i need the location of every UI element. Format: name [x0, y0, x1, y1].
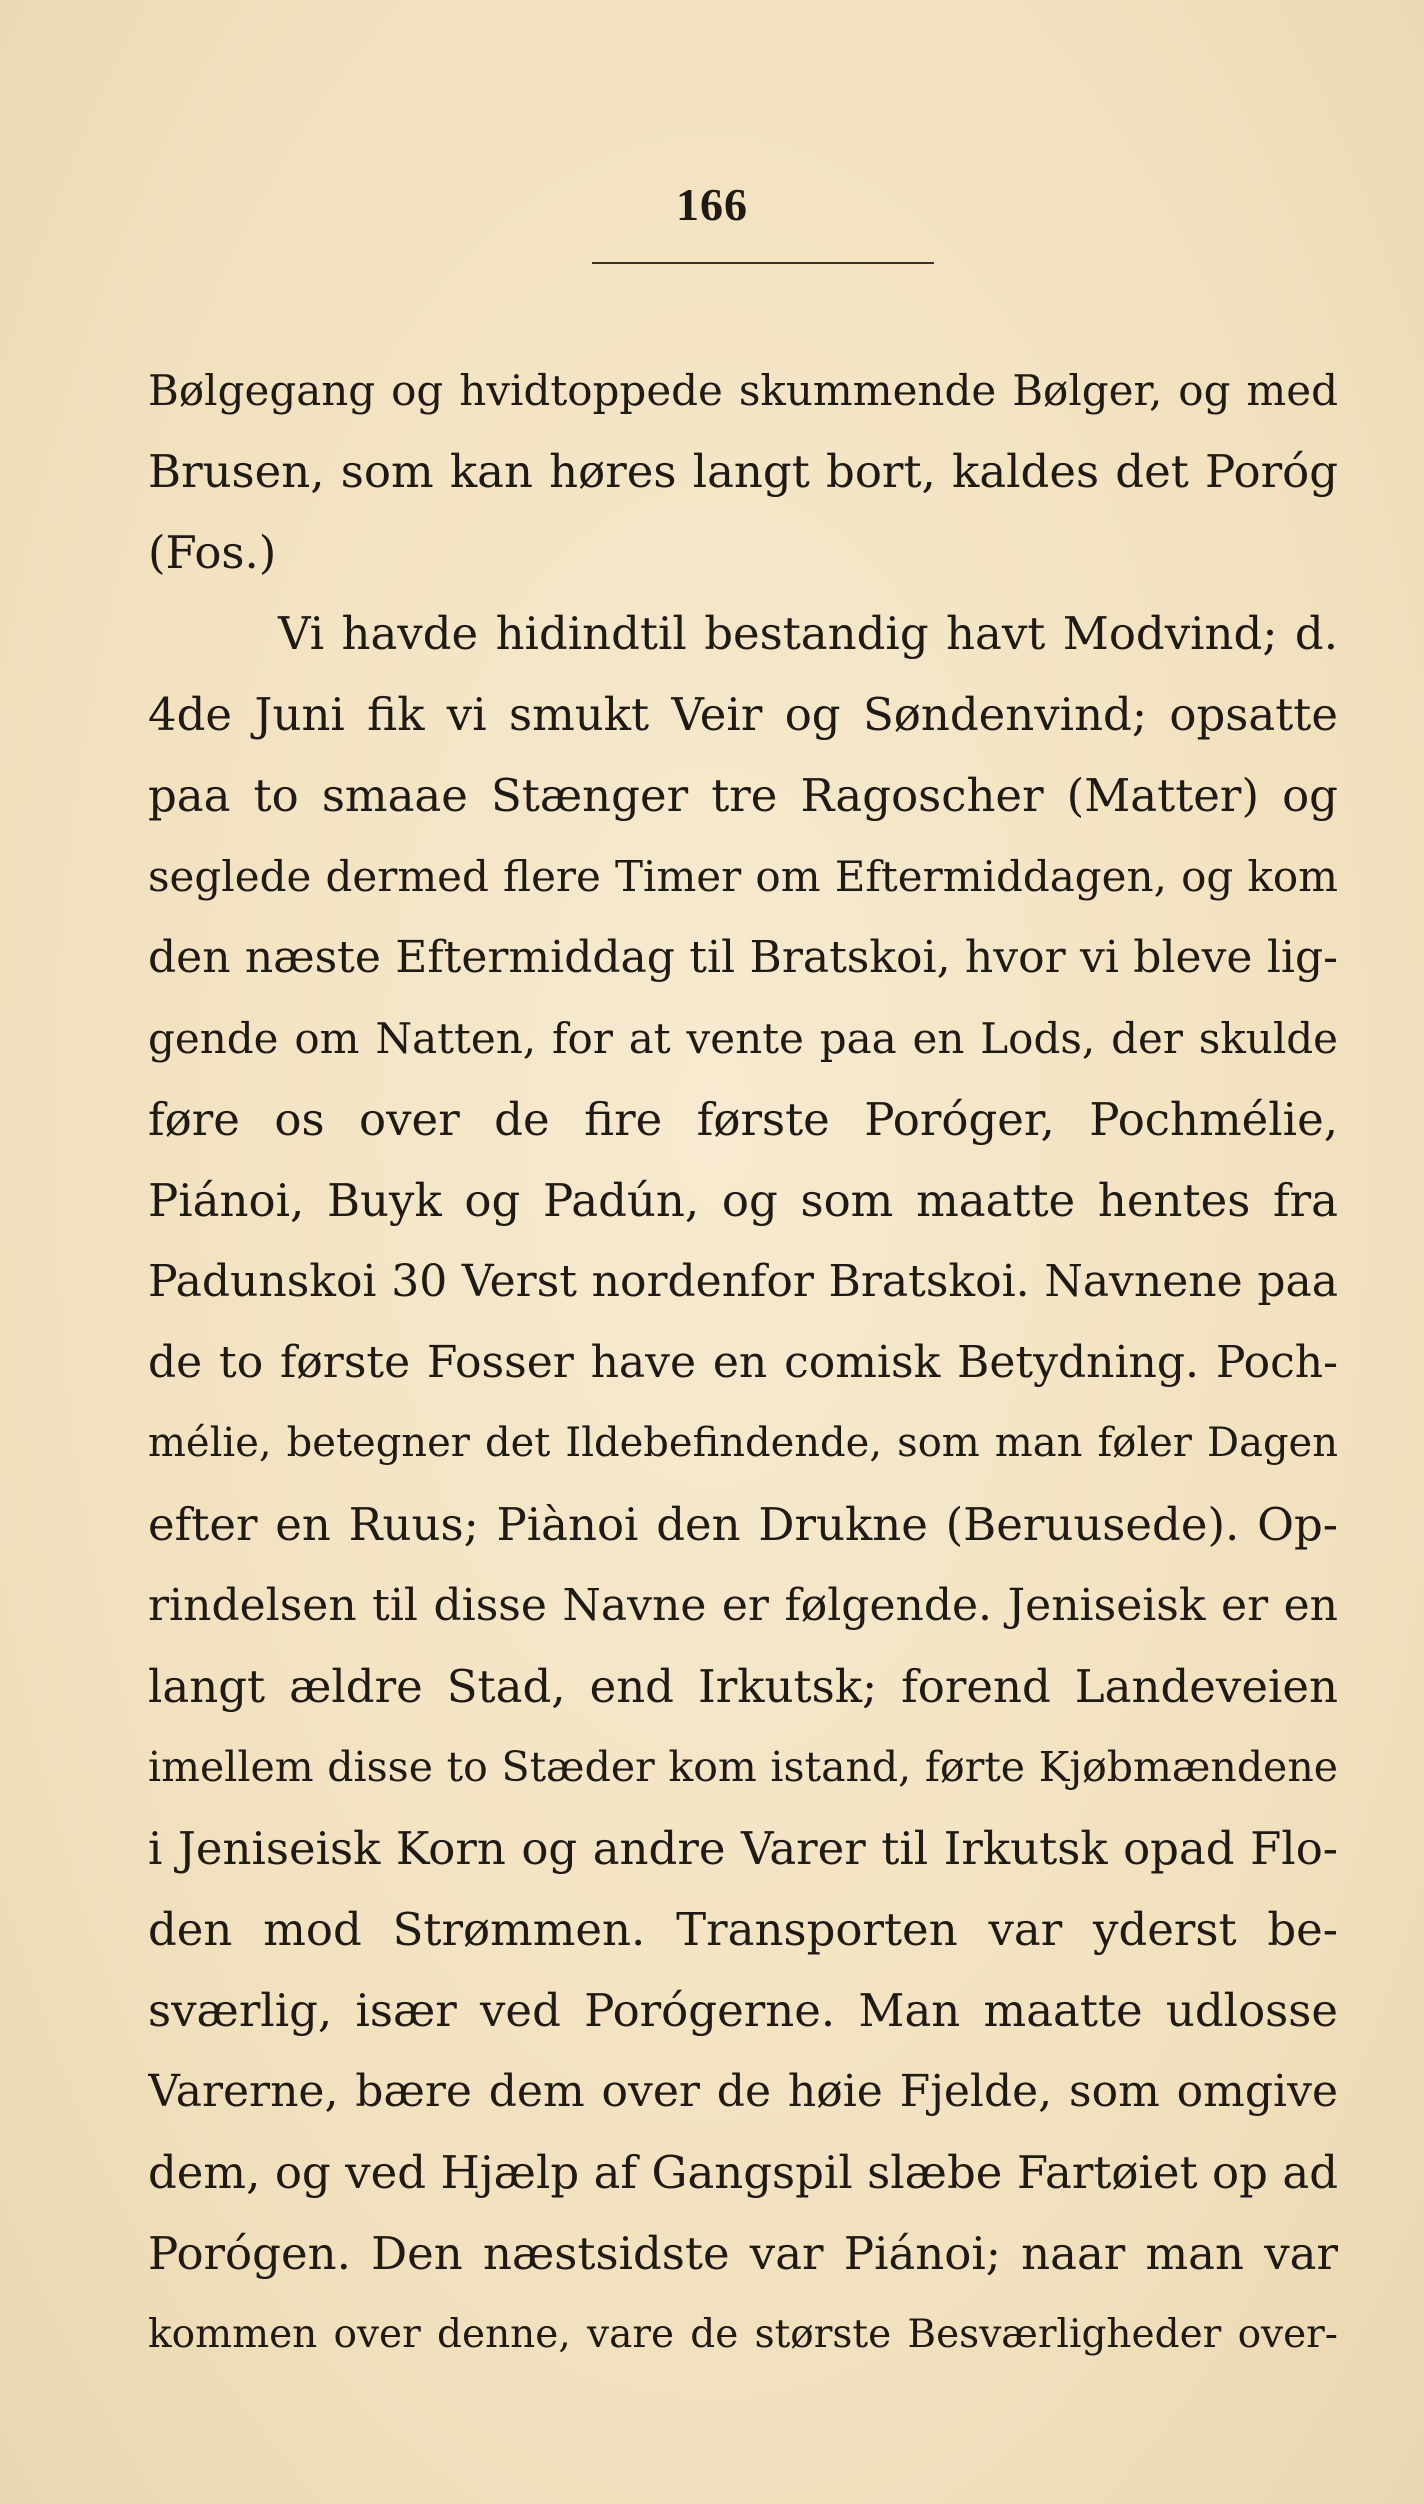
- text-line: de to første Fosser have en comisk Betydning. Poch-: [148, 1337, 1338, 1388]
- text-line: (Fos.): [148, 526, 277, 579]
- text-line: Vi havde hidindtil bestandig havt Modvind; d.: [278, 607, 1338, 660]
- text-line: efter en Ruus; Piànoi den Drukne (Beruusede). Op-: [148, 1498, 1338, 1551]
- text-line: Porógen. Den næstsidste var Piánoi; naar man var: [148, 2227, 1338, 2280]
- page-number: 166: [676, 179, 748, 230]
- text-line: 4de Juni fik vi smukt Veir og Søndenvind; opsatte: [148, 688, 1338, 741]
- text-line: Varerne, bære dem over de høie Fjelde, som omgive: [148, 2066, 1338, 2117]
- text-line: seglede dermed flere Timer om Eftermiddagen, og kom: [148, 852, 1338, 901]
- text-line: Bølgegang og hvidtoppede skummende Bølger, og med: [148, 366, 1338, 415]
- text-line: kommen over denne, vare de største Besværligheder over-: [148, 2312, 1338, 2357]
- text-line: Brusen, som kan høres langt bort, kaldes det Poróg: [148, 445, 1338, 498]
- text-line: den mod Strømmen. Transporten var yderst be-: [148, 1903, 1338, 1956]
- text-line: Piánoi, Buyk og Padún, og som maatte hentes fra: [148, 1174, 1338, 1227]
- text-line: Padunskoi 30 Verst nordenfor Bratskoi. Navnene paa: [148, 1256, 1338, 1307]
- text-line: imellem disse to Stæder kom istand, førte Kjøbmændene: [148, 1743, 1338, 1791]
- text-line: føre os over de fire første Poróger, Pochmélie,: [148, 1093, 1338, 1146]
- text-line: dem, og ved Hjælp af Gangspil slæbe Fartøiet op ad: [148, 2146, 1338, 2199]
- text-line: gende om Natten, for at vente paa en Lods, der skulde: [148, 1014, 1338, 1063]
- text-line: mélie, betegner det Ildebefindende, som man føler Dagen: [148, 1420, 1338, 1466]
- text-line: paa to smaae Stænger tre Ragoscher (Matter) og: [148, 769, 1338, 822]
- body-text: [148, 350, 1338, 2375]
- text-line: den næste Eftermiddag til Bratskoi, hvor vi bleve lig-: [148, 932, 1338, 983]
- text-line: sværlig, især ved Porógerne. Man maatte udlosse: [148, 1984, 1338, 2037]
- header-rule: [592, 262, 934, 264]
- text-line: rindelsen til disse Navne er følgende. Jeniseisk er en: [148, 1580, 1338, 1631]
- text-line: i Jeniseisk Korn og andre Varer til Irkutsk opad Flo-: [148, 1822, 1338, 1875]
- text-line: langt ældre Stad, end Irkutsk; forend Landeveien: [148, 1660, 1338, 1713]
